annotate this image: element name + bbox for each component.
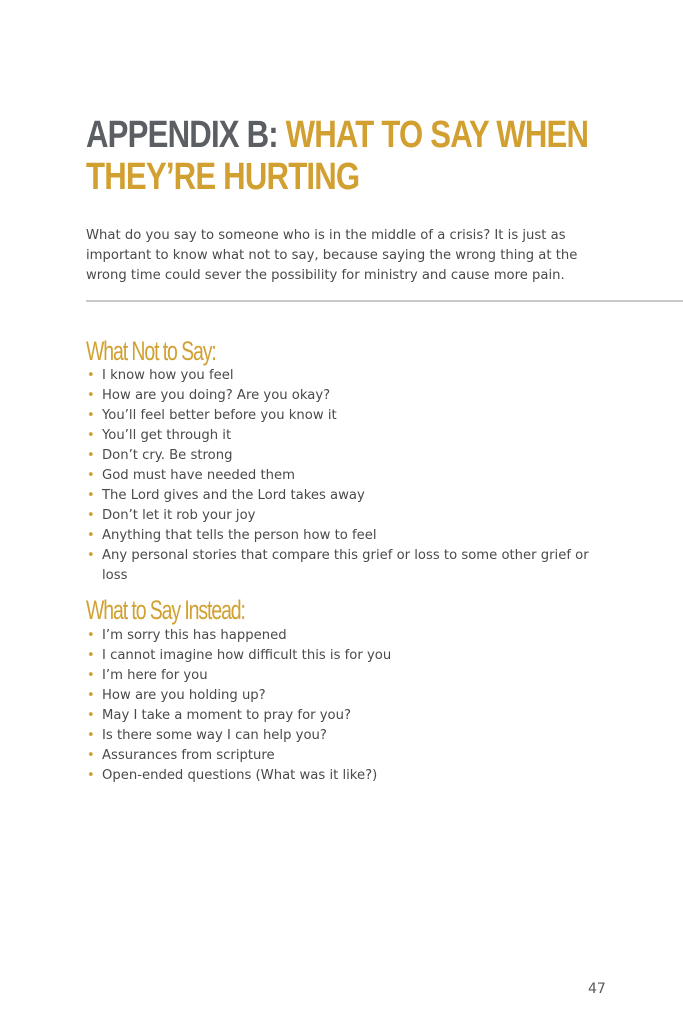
title-prefix: APPENDIX B: [86,114,286,156]
list-item-text: Any personal stories that compare this grief or loss to some other grief or loss [102,548,589,583]
list-item [86,506,606,526]
page-number: 47 [588,981,606,997]
bullet-icon: • [87,728,95,743]
list-item [86,486,606,506]
list-item [86,406,606,426]
bullet-icon: • [87,368,95,383]
list-item [86,706,606,726]
bullet-icon: • [87,768,95,783]
what-to-say-instead-list [86,626,606,786]
list-item [86,646,606,666]
title-main-line1: WHAT TO SAY WHEN [285,114,589,156]
list-item-text: Is there some way I can help you? [102,728,327,743]
bullet-icon: • [87,468,95,483]
section-heading-what-to-say-instead: What to Say Instead: [86,595,245,625]
bullet-icon: • [87,628,95,643]
page-title [86,114,594,198]
list-item-text: You’ll feel better before you know it [102,408,337,423]
list-item-text: May I take a moment to pray for you? [102,708,351,723]
list-item [86,526,606,546]
list-item-text: You’ll get through it [102,428,232,443]
bullet-icon: • [87,708,95,723]
list-item [86,686,606,706]
list-item-text: Open-ended questions (What was it like?) [102,768,378,783]
list-item-text: Assurances from scripture [102,748,275,763]
bullet-icon: • [87,508,95,523]
list-item-text: The Lord gives and the Lord takes away [102,488,365,503]
list-item-text: I’m sorry this has happened [102,628,287,643]
section-divider [86,300,683,302]
list-item [86,386,606,406]
list-item [86,426,606,446]
list-item-text: How are you doing? Are you okay? [102,388,331,403]
list-item [86,626,606,646]
what-not-to-say-list [86,366,606,586]
title-main-line2: THEY’RE HURTING [86,156,360,198]
list-item [86,666,606,686]
bullet-icon: • [87,408,95,423]
list-item [86,446,606,466]
bullet-icon: • [87,748,95,763]
bullet-icon: • [87,488,95,503]
bullet-icon: • [87,688,95,703]
list-item-text: Don’t cry. Be strong [102,448,233,463]
list-item [86,766,606,786]
list-item-text: God must have needed them [102,468,295,483]
bullet-icon: • [87,548,95,563]
bullet-icon: • [87,448,95,463]
list-item-text: Don’t let it rob your joy [102,508,256,523]
list-item [86,366,606,386]
bullet-icon: • [87,648,95,663]
list-item [86,726,606,746]
list-item [86,546,606,586]
bullet-icon: • [87,528,95,543]
list-item-text: I’m here for you [102,668,208,683]
bullet-icon: • [87,388,95,403]
intro-paragraph: What do you say to someone who is in the middle of a crisis? It is just as important to know what not to say, because saying the wrong thing at the wrong time could sever the possibility for ministry and cause more pain. [86,228,578,283]
list-item-text: I cannot imagine how difficult this is for you [102,648,392,663]
list-item [86,746,606,766]
list-item-text: Anything that tells the person how to feel [102,528,377,543]
section-heading-what-not-to-say: What Not to Say: [86,336,216,366]
bullet-icon: • [87,668,95,683]
list-item [86,466,606,486]
list-item-text: I know how you feel [102,368,234,383]
list-item-text: How are you holding up? [102,688,266,703]
bullet-icon: • [87,428,95,443]
